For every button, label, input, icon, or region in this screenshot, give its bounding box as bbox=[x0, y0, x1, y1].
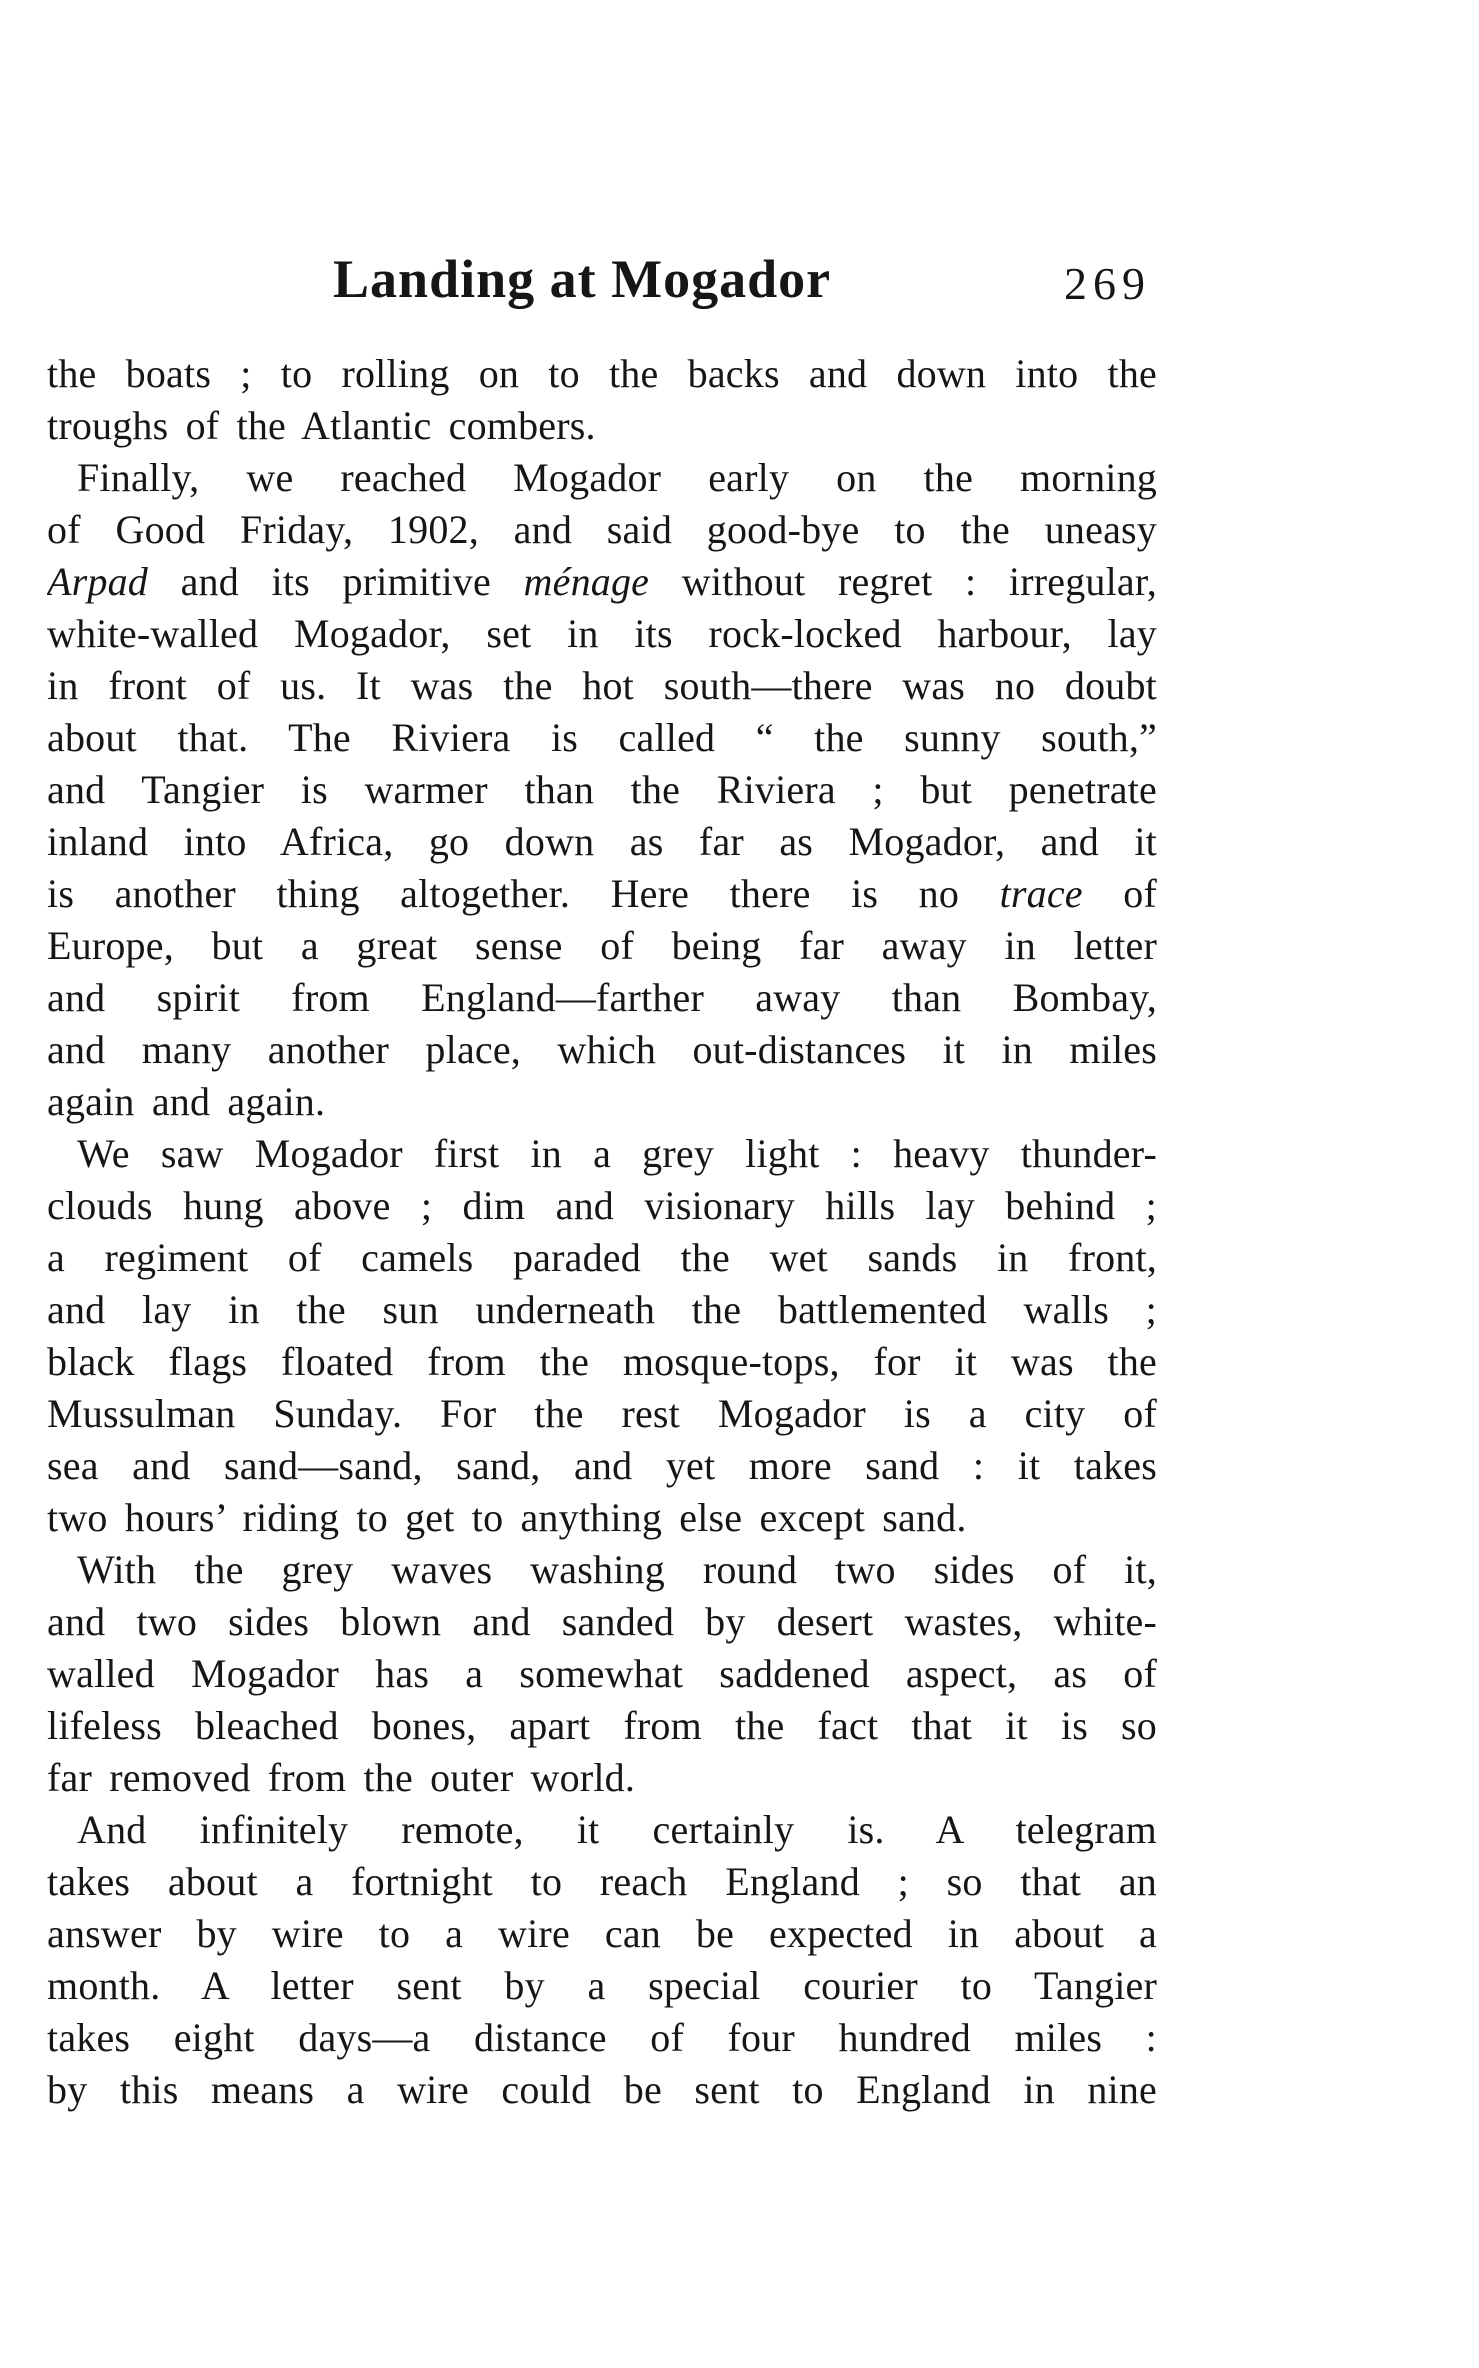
text-line: and lay in the sun underneath the battlemented walls ; bbox=[47, 1287, 1157, 1332]
text-line: again and again. bbox=[47, 1079, 326, 1124]
text-line: the boats ; to rolling on to the backs and down into the bbox=[47, 351, 1157, 396]
running-header bbox=[47, 248, 1157, 328]
text-line: lifeless bleached bones, apart from the fact that it is so bbox=[47, 1703, 1157, 1748]
text-line: And infinitely remote, it certainly is. A telegram bbox=[77, 1807, 1157, 1852]
text-line: sea and sand—sand, sand, and yet more sand : it takes bbox=[47, 1443, 1157, 1488]
text-line: and two sides blown and sanded by desert wastes, white- bbox=[47, 1599, 1157, 1644]
text-line: Europe, but a great sense of being far away in letter bbox=[47, 923, 1157, 968]
text-line: We saw Mogador first in a grey light : heavy thunder- bbox=[77, 1131, 1157, 1176]
text-line: black flags floated from the mosque-tops, for it was the bbox=[47, 1339, 1157, 1384]
text-line: is another thing altogether. Here there is no trace of bbox=[47, 871, 1157, 916]
text-line: of Good Friday, 1902, and said good-bye to the uneasy bbox=[47, 507, 1157, 552]
text-line: two hours’ riding to get to anything else except sand. bbox=[47, 1495, 967, 1540]
text-line: With the grey waves washing round two sides of it, bbox=[77, 1547, 1157, 1592]
text-line: inland into Africa, go down as far as Mogador, and it bbox=[47, 819, 1157, 864]
text-line: clouds hung above ; dim and visionary hills lay behind ; bbox=[47, 1183, 1157, 1228]
text-line: and Tangier is warmer than the Riviera ; but penetrate bbox=[47, 767, 1157, 812]
text-line: a regiment of camels paraded the wet sands in front, bbox=[47, 1235, 1157, 1280]
text-line: takes about a fortnight to reach England ; so that an bbox=[47, 1859, 1157, 1904]
chapter-title: Landing at Mogador bbox=[333, 249, 832, 309]
text-line: takes eight days—a distance of four hundred miles : bbox=[47, 2015, 1157, 2060]
text-line: Arpad and its primitive ménage without regret : irregular, bbox=[47, 559, 1157, 604]
text-line: Finally, we reached Mogador early on the morning bbox=[77, 455, 1157, 500]
text-line: Mussulman Sunday. For the rest Mogador is a city of bbox=[47, 1391, 1157, 1436]
text-line: white-walled Mogador, set in its rock-locked harbour, lay bbox=[47, 611, 1157, 656]
text-line: walled Mogador has a somewhat saddened aspect, as of bbox=[47, 1651, 1157, 1696]
text-line: and spirit from England—farther away than Bombay, bbox=[47, 975, 1157, 1020]
text-line: in front of us. It was the hot south—there was no doubt bbox=[47, 663, 1157, 708]
text-line: answer by wire to a wire can be expected in about a bbox=[47, 1911, 1157, 1956]
page-number: 269 bbox=[1064, 258, 1151, 309]
text-line: troughs of the Atlantic combers. bbox=[47, 403, 596, 448]
body-text bbox=[47, 348, 1157, 2116]
text-line: month. A letter sent by a special courier to Tangier bbox=[47, 1963, 1157, 2008]
text-line: far removed from the outer world. bbox=[47, 1755, 636, 1800]
text-line: about that. The Riviera is called “ the sunny south,” bbox=[47, 715, 1157, 760]
text-line: and many another place, which out-distances it in miles bbox=[47, 1027, 1157, 1072]
text-line: by this means a wire could be sent to England in nine bbox=[47, 2067, 1157, 2112]
